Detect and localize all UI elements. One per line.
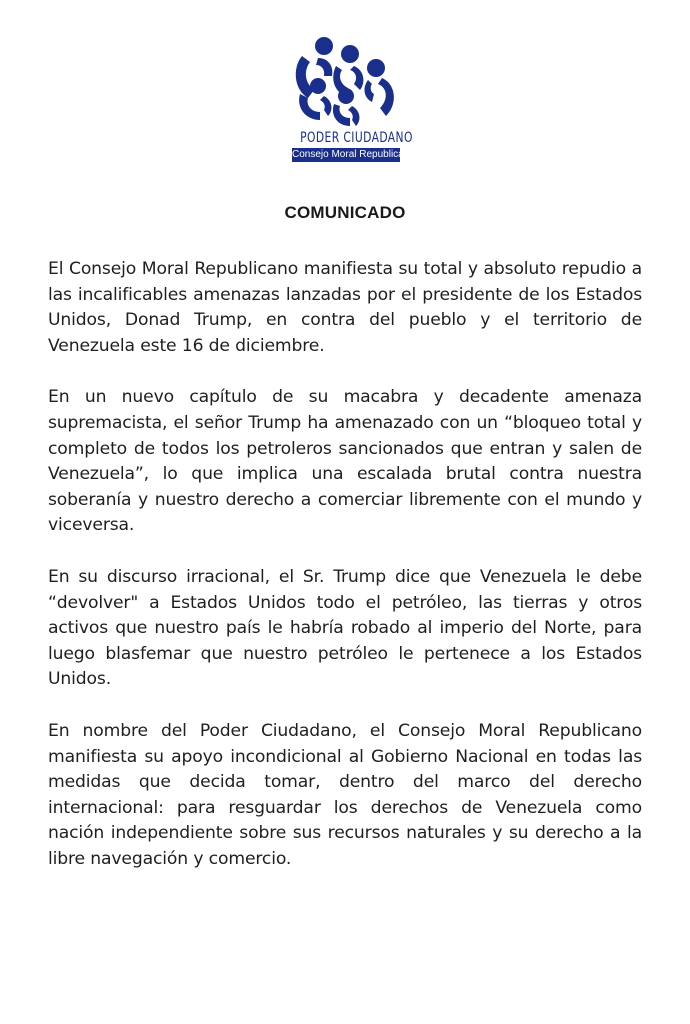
- paragraph-2: En un nuevo capítulo de su macabra y decadente amenaza supremacista, el señor Trump ha amenazado con un “bloqueo total y completo de todos los petroleros sancionados que entran y salen de Venezuela”, lo que implica una escalada brutal contra nuestra soberanía y nuestro derecho a comerciar libremente con el mundo y viceversa.: [48, 387, 642, 536]
- logo-subtitle: Consejo Moral Republicano: [292, 149, 415, 160]
- logo-title: PODER CIUDADANO: [300, 130, 413, 146]
- paragraph-1: El Consejo Moral Republicano manifiesta su total y absoluto repudio a las incalificables amenazas lanzadas por el presidente de los Estados Unidos, Donad Trump, en contra del pueblo y el territorio de Venezuela este 16 de diciembre.: [48, 259, 642, 356]
- document-title: COMUNICADO: [284, 203, 406, 222]
- paragraph-3: En su discurso irracional, el Sr. Trump dice que Venezuela le debe “devolver" a Estados Unidos todo el petróleo, las tierras y otros activos que nuestro país le habría robado al imperio del Norte, para luego blasfemar que nuestro petróleo le pertenece a los Estados Unidos.: [48, 566, 642, 690]
- poder-ciudadano-emblem-icon: [288, 34, 404, 130]
- document-body: [48, 257, 642, 898]
- paragraph-4: En nombre del Poder Ciudadano, el Consejo Moral Republicano manifiesta su apoyo incondicional al Gobierno Nacional en todas las medidas que decida tomar, dentro del marco del derecho internacional: para resguardar los derechos de Venezuela como nación independiente sobre sus recursos naturales y su derecho a la libre navegación y comercio.: [48, 720, 642, 869]
- poder-ciudadano-logo: [288, 34, 415, 166]
